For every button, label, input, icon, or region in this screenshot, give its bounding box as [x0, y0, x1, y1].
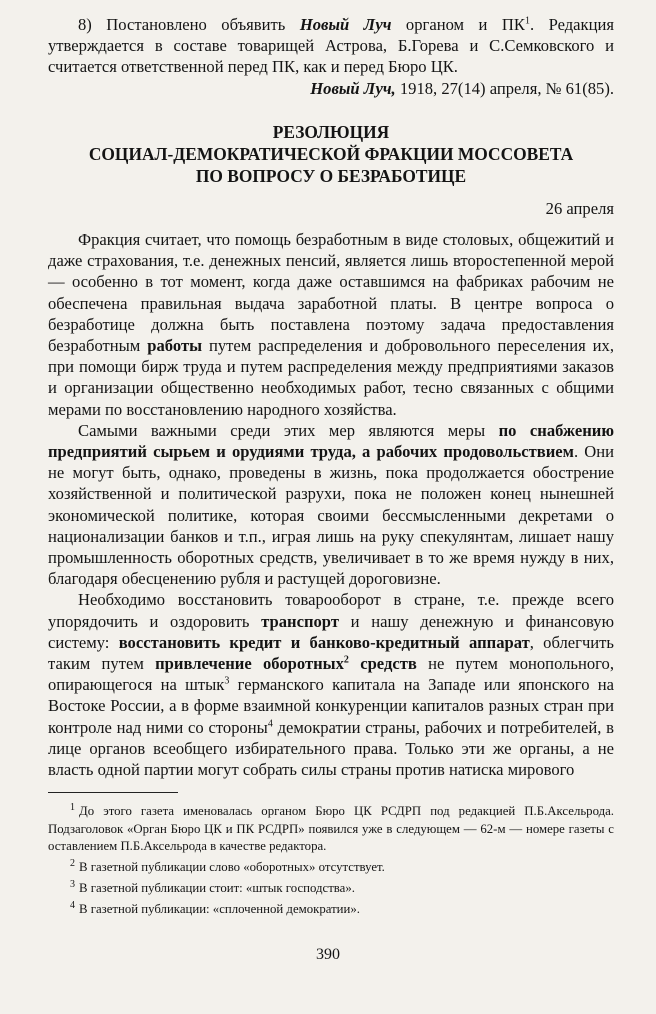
footnotes — [48, 803, 614, 918]
footnote-ref-1: 1 — [524, 15, 530, 27]
footnote: $^2$ В газетной публикации слово «оборотных» отсутствует. — [70, 857, 385, 874]
footnote: $^1$ До этого газета именовалась органом Бюро ЦК РСДРП под редакцией П.Б.Аксельрода. Подзаголовок «Орган Бюро ЦК и ПК РСДРП» появился уже в следующем — 62-м — номере газеты с оставлением П.Б.Аксельрода в качестве редактора. — [48, 802, 614, 853]
footnote: $^4$ В газетной публикации: «сплоченной демократии». — [70, 900, 360, 917]
footnote-ref-4: 4 — [267, 718, 273, 730]
paragraph-2: Самыми важными среди этих мер являются меры по снабжению предприятий сырьем и орудиями труда, а рабочих продовольствием. Они не могут быть, однако, проведены в жизнь, пока продолжается обострение хозяйственной и политической разрухи, пока не положен конец нынешней экономической политике, которая своими бессмысленными декретами о национализации банков и т.п., играя лишь на руку спекулянтам, лишает нашу промышленность оборотных средств, увеличивает в то же время нужду в них, благодаря обесценению рубля и растущей дороговизне. — [48, 420, 614, 589]
footnote-ref-3: 3 — [224, 675, 230, 687]
page-number: 390 — [316, 946, 340, 963]
book-page — [48, 14, 614, 923]
footnote-divider — [48, 792, 178, 793]
source-citation: Новый Луч, 1918, 27(14) апреля, № 61(85). — [310, 78, 614, 98]
footnote-ref-2: 2 — [343, 654, 349, 666]
footnote: $^3$ В газетной публикации стоит: «штык господства». — [70, 878, 355, 896]
intro-paragraph: 8) Постановлено объявить Новый Луч органом и $ПК^1$. Редакция утверждается в составе товарищей Астрова, Б.Горева и С.Семковского и считается ответственной перед ПК, как и перед Бюро ЦК. — [48, 15, 614, 77]
resolution-date: 26 апреля — [545, 198, 614, 218]
paragraph-3: Необходимо восстановить товарооборот в стране, т.е. прежде всего упорядочить и оздоровить транспорт и нашу денежную и финансовую систему: восстановить кредит и банково-кредитный аппарат, облегчить таким путем привлечение оборотных$^2$ средств не путем монопольного, опирающегося на штык$^3$ германского капитала на Западе или японского на Востоке России, а в форме взаимной конкуренции капиталов разных стран при контроле над ними со стороны$^4$ демократии страны, рабочих и потребителей, в лице органов всеобщего избирательного права. Только эти же органы, а не власть одной партии могут собрать силы страны против натиска мирового — [48, 590, 615, 780]
newspaper-name: Новый Луч — [299, 15, 392, 34]
resolution-title: РЕЗОЛЮЦИЯ СОЦИАЛ-ДЕМОКРАТИЧЕСКОЙ ФРАКЦИИ МОССОВЕТА ПО ВОПРОСУ О БЕЗРАБОТИЦЕ — [88, 121, 574, 186]
paragraph-1: Фракция считает, что помощь безработным в виде столовых, общежитий и даже страхования, т.е. денежных пенсий, является лишь второстепенной мерой — особенно в тот момент, когда даже оставшимся на фабриках рабочим не обеспечена правильная выдача заработной платы. В центре вопроса о безработице должна быть поставлена поэтому задача предоставления безработным работы путем распределения и добровольного переселения их, при помощи бирж труда и путем распределения между предприятиями заказов и организации общественно необходимых работ, тесно связанных с общими мерами по восстановлению народного хозяйства. — [48, 230, 615, 419]
